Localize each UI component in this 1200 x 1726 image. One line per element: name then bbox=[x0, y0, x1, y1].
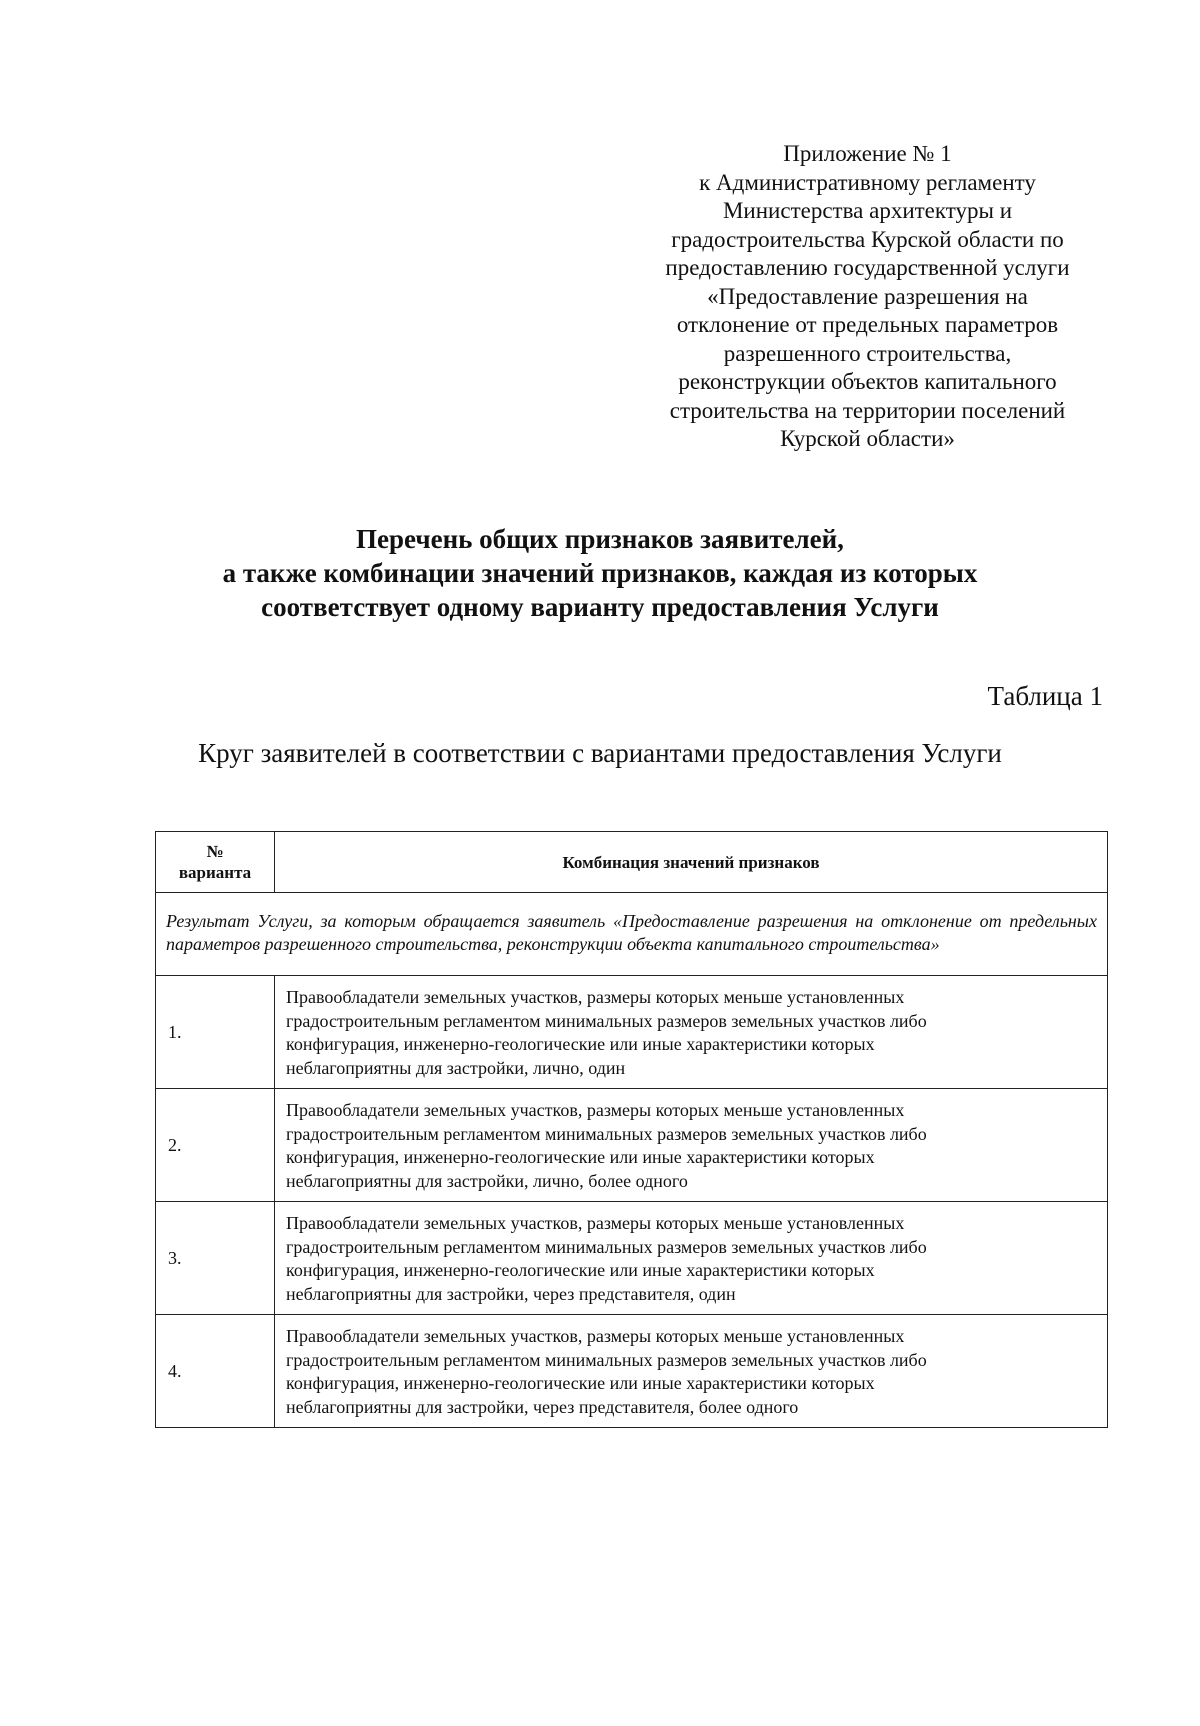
appendix-line: реконструкции объектов капитального bbox=[678, 369, 1057, 394]
header-combination: Комбинация значений признаков bbox=[275, 832, 1108, 893]
variant-number: 3. bbox=[156, 1202, 275, 1315]
appendix-line: предоставлению государственной услуги bbox=[665, 255, 1070, 280]
appendix-line: Приложение № 1 bbox=[783, 141, 952, 166]
description-line: Правообладатели земельных участков, размеры которых меньше установленных bbox=[286, 1326, 905, 1346]
variants-table bbox=[155, 831, 1108, 1428]
description-line: конфигурация, инженерно-геологические или иные характеристики которых bbox=[286, 1260, 875, 1280]
title-line: Перечень общих признаков заявителей, bbox=[356, 524, 844, 554]
table-header-row bbox=[156, 832, 1108, 893]
variant-description bbox=[275, 976, 1108, 1089]
description-line: Правообладатели земельных участков, размеры которых меньше установленных bbox=[286, 987, 905, 1007]
table-caption: Круг заявителей в соответствии с вариантами предоставления Услуги bbox=[198, 738, 1002, 768]
appendix-line: к Административному регламенту bbox=[699, 169, 1036, 195]
appendix-line: Министерства архитектуры и bbox=[722, 198, 1013, 223]
variant-description bbox=[275, 1202, 1108, 1315]
description-line: неблагоприятны для застройки, лично, более одного bbox=[286, 1170, 688, 1191]
description-line: конфигурация, инженерно-геологические или иные характеристики которых bbox=[286, 1147, 875, 1167]
document-title bbox=[120, 522, 1080, 624]
title-line: соответствует одному варианту предоставления Услуги bbox=[261, 592, 939, 622]
result-description: Результат Услуги, за которым обращается заявитель «Предоставление разрешения на отклонение от предельных параметров разрешенного строительства, реконструкции объекта капитального строительства» bbox=[156, 893, 1108, 976]
result-row bbox=[156, 893, 1108, 976]
variant-number: 4. bbox=[156, 1315, 275, 1428]
description-line: конфигурация, инженерно-геологические или иные характеристики которых bbox=[286, 1373, 875, 1393]
table-row bbox=[156, 1315, 1108, 1428]
appendix-line: разрешенного строительства, bbox=[723, 340, 1012, 366]
variant-number: 1. bbox=[156, 976, 275, 1089]
appendix-line: строительства на территории поселений bbox=[669, 397, 1066, 423]
header-variant-number bbox=[156, 832, 275, 893]
appendix-line: градостроительства Курской области по bbox=[671, 226, 1064, 252]
title-line: а также комбинации значений признаков, каждая из которых bbox=[222, 558, 978, 588]
header-num-label: варианта bbox=[178, 863, 252, 882]
table-row bbox=[156, 1202, 1108, 1315]
variant-number: 2. bbox=[156, 1089, 275, 1202]
variant-description bbox=[275, 1089, 1108, 1202]
description-line: неблагоприятны для застройки, лично, один bbox=[286, 1057, 626, 1078]
description-line: градостроительным регламентом минимальных размеров земельных участков либо bbox=[286, 1010, 927, 1031]
description-line: градостроительным регламентом минимальных размеров земельных участков либо bbox=[286, 1349, 927, 1370]
description-line: градостроительным регламентом минимальных размеров земельных участков либо bbox=[286, 1123, 927, 1144]
variant-description bbox=[275, 1315, 1108, 1428]
appendix-line: отклонение от предельных параметров bbox=[676, 312, 1059, 337]
description-line: Правообладатели земельных участков, размеры которых меньше установленных bbox=[286, 1213, 905, 1233]
table-number-label: Таблица 1 bbox=[987, 681, 1103, 711]
appendix-line: «Предоставление разрешения на bbox=[707, 283, 1028, 309]
appendix-line: Курской области» bbox=[780, 426, 955, 451]
description-line: градостроительным регламентом минимальных размеров земельных участков либо bbox=[286, 1236, 927, 1257]
description-line: конфигурация, инженерно-геологические или иные характеристики которых bbox=[286, 1034, 875, 1054]
appendix-note bbox=[640, 140, 1095, 454]
table-row bbox=[156, 976, 1108, 1089]
description-line: неблагоприятны для застройки, через представителя, один bbox=[286, 1283, 736, 1304]
description-line: Правообладатели земельных участков, размеры которых меньше установленных bbox=[286, 1100, 905, 1120]
table-row bbox=[156, 1089, 1108, 1202]
description-line: неблагоприятны для застройки, через представителя, более одного bbox=[286, 1396, 799, 1417]
header-num-symbol: № bbox=[206, 842, 224, 861]
